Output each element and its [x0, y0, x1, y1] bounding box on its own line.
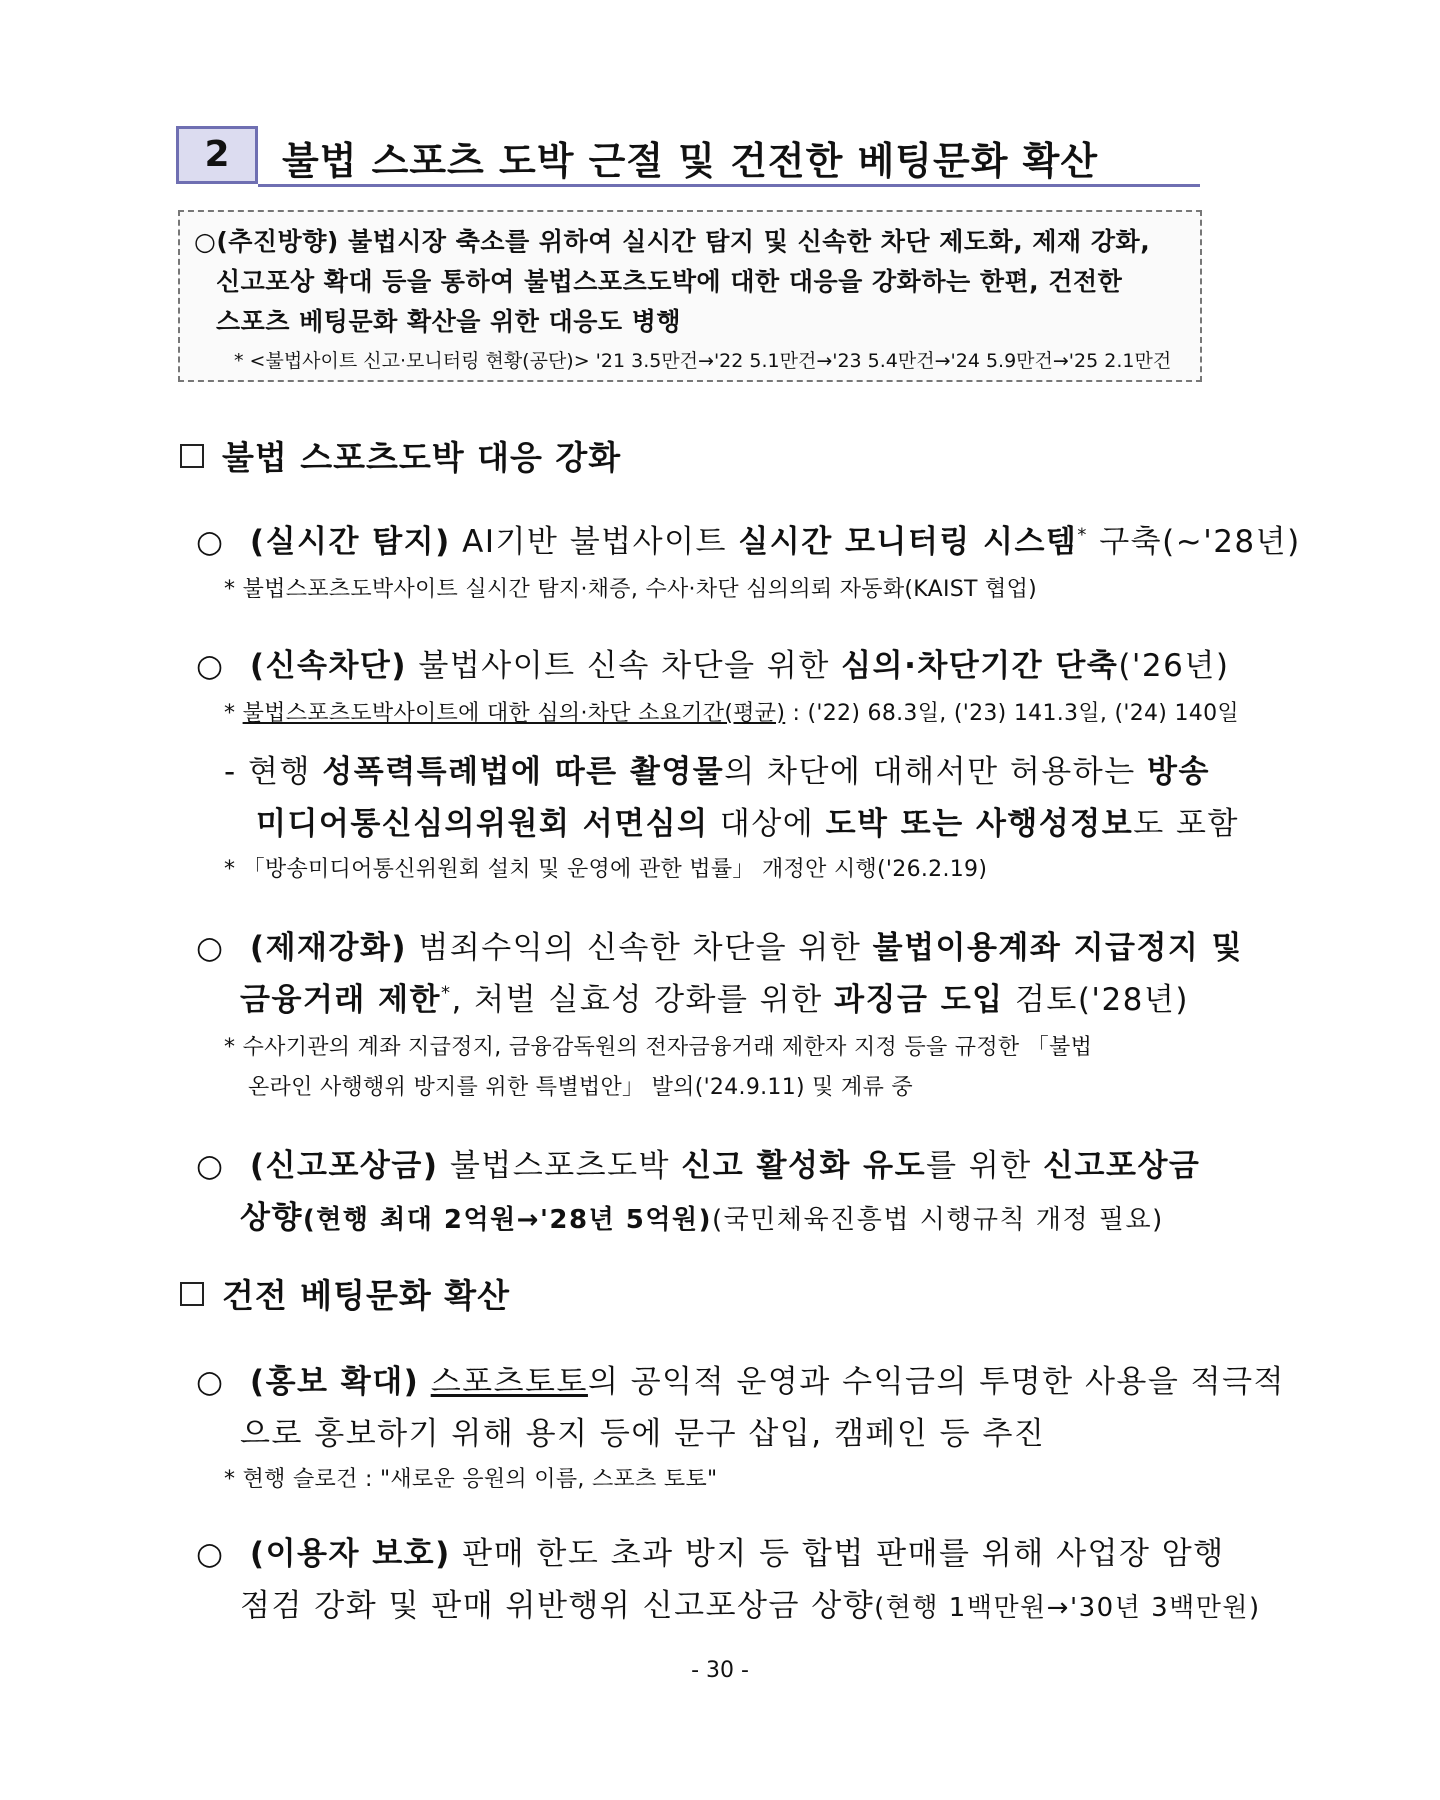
summary-note: * <불법사이트 신고·모니터링 현황(공단)> '21 3.5만건→'22 5.1만건→'23 5.4만건→'24 5.9만건→'25 2.1만건	[234, 350, 1172, 372]
footnote-mark: *	[440, 982, 452, 1004]
summary-box	[178, 210, 1202, 382]
dash-bold: 미디어통신심의위원회 서면심의	[256, 806, 709, 842]
item-bold: 신고포상금	[1043, 1148, 1201, 1184]
item-note: 온라인 사행행위 방지를 위한 특별법안」 발의('24.9.11) 및 계류 중	[248, 1075, 913, 1100]
item-label: (이용자 보호)	[249, 1536, 451, 1572]
item-text: AI기반 불법사이트	[450, 524, 739, 560]
item-underlined: 스포츠토토	[430, 1364, 588, 1400]
item-user-protection-line-2	[240, 1580, 1261, 1625]
item-text: 불법스포츠도박	[438, 1148, 682, 1184]
note-star: *	[224, 701, 243, 726]
item-reward-line-2	[240, 1192, 1164, 1237]
item-note: * 수사기관의 계좌 지급정지, 금융감독원의 전자금융거래 제한자 지정 등을 규정한 「불법	[224, 1035, 1093, 1060]
item-text: 를 위한	[926, 1148, 1044, 1184]
item-bold: 심의·차단기간 단축	[841, 648, 1119, 684]
footnote-mark: *	[1077, 524, 1088, 546]
dash-text: 도 포함	[1133, 806, 1239, 842]
item-sanctions	[196, 922, 1243, 967]
heading-checkbox-icon	[180, 1282, 204, 1306]
item-text: 구축(~'28년)	[1087, 524, 1301, 560]
section-title: 불법 스포츠 도박 근절 및 건전한 베팅문화 확산	[282, 139, 1099, 183]
section-underline	[258, 184, 1200, 187]
item-text: 범죄수익의 신속한 차단을 위한	[407, 930, 873, 966]
bullet: ○	[196, 1536, 225, 1572]
item-label: (제재강화)	[249, 930, 408, 966]
item-bold: 신고 활성화 유도	[681, 1148, 927, 1184]
item-text: 점검 강화 및 판매 위반행위 신고포상금 상향	[240, 1588, 875, 1624]
section-number: 2	[176, 126, 258, 184]
summary-line-1: ○(추진방향) 불법시장 축소를 위하여 실시간 탐지 및 신속한 차단 제도화, 제재 강화,	[194, 227, 1151, 256]
dash-bold: 성폭력특례법에 따른 촬영물	[322, 754, 725, 790]
bullet: ○	[196, 1148, 225, 1184]
dash-text: 의 차단에 대해서만 허용하는	[724, 754, 1148, 790]
heading-1: 불법 스포츠도박 대응 강화	[222, 438, 622, 477]
item-bold: 실시간 모니터링 시스템	[738, 524, 1078, 560]
item-note: * 불법스포츠도박사이트 실시간 탐지·채증, 수사·차단 심의의뢰 자동화(KAIST 협업)	[224, 577, 1038, 602]
item-bold: 금융거래 제한	[240, 982, 441, 1018]
bullet: ○	[196, 648, 225, 684]
bullet: ○	[196, 524, 225, 560]
item-bold: 과징금 도입	[834, 982, 1004, 1018]
item-text: 검토('28년)	[1003, 982, 1189, 1018]
item-bold: 상향	[240, 1200, 303, 1236]
item-label: (홍보 확대)	[249, 1364, 420, 1400]
item-text: 불법사이트 신속 차단을 위한	[407, 648, 842, 684]
dash-bold: 도박 또는 사행성정보	[825, 806, 1134, 842]
item-label: (신고포상금)	[249, 1148, 439, 1184]
heading-2: 건전 베팅문화 확산	[222, 1276, 511, 1315]
item-user-protection	[196, 1528, 1225, 1573]
item-note: * 「방송미디어통신위원회 설치 및 운영에 관한 법률」 개정안 시행('26.2.19)	[224, 857, 988, 882]
item-promotion	[196, 1356, 1285, 1401]
note-rest: : ('22) 68.3일, ('23) 141.3일, ('24) 140일	[785, 701, 1239, 726]
item-label: (신속차단)	[249, 648, 408, 684]
item-text: (국민체육진흥법 시행규칙 개정 필요)	[711, 1205, 1164, 1235]
bullet: ○	[196, 1364, 225, 1400]
item-bold: 불법이용계좌 지급정지 및	[872, 930, 1244, 966]
page-number: - 30 -	[691, 1658, 749, 1683]
summary-line-3: 스포츠 베팅문화 확산을 위한 대응도 병행	[216, 307, 682, 336]
bullet: ○	[196, 930, 225, 966]
dash-bold: 방송	[1147, 754, 1210, 790]
item-promotion-line-2: 으로 홍보하기 위해 용지 등에 문구 삽입, 캠페인 등 추진	[240, 1416, 1046, 1452]
item-text: 의 공익적 운영과 수익금의 투명한 사용을 적극적	[587, 1364, 1285, 1400]
item-text: , 처벌 실효성 강화를 위한	[451, 982, 835, 1018]
item-text: (현행 1백만원→'30년 3백만원)	[874, 1593, 1261, 1623]
item-sanctions-line-2	[240, 974, 1189, 1019]
summary-line-2: 신고포상 확대 등을 통하여 불법스포츠도박에 대한 대응을 강화하는 한편, 건전한	[216, 267, 1123, 296]
item-quick-block	[196, 640, 1229, 685]
note-underlined: 불법스포츠도박사이트에 대한 심의·차단 소요기간(평균)	[242, 701, 786, 726]
item-note: * 현행 슬로건 : "새로운 응원의 이름, 스포츠 토토"	[224, 1467, 718, 1492]
item-label: (실시간 탐지)	[249, 524, 451, 560]
dash-text: 대상에	[708, 806, 826, 842]
item-realtime-detection	[196, 516, 1301, 561]
item-dash-line-1	[224, 746, 1210, 791]
item-bold: (현행 최대 2억원→'28년 5억원)	[302, 1205, 712, 1235]
item-note	[224, 696, 1239, 727]
item-reward	[196, 1140, 1200, 1185]
item-text: ('26년)	[1118, 648, 1230, 684]
item-dash-line-2	[256, 798, 1239, 843]
heading-checkbox-icon	[180, 444, 204, 468]
dash-text: - 현행	[224, 754, 323, 790]
item-text: 판매 한도 초과 방지 등 합법 판매를 위해 사업장 암행	[450, 1536, 1225, 1572]
section-header	[176, 126, 1200, 188]
